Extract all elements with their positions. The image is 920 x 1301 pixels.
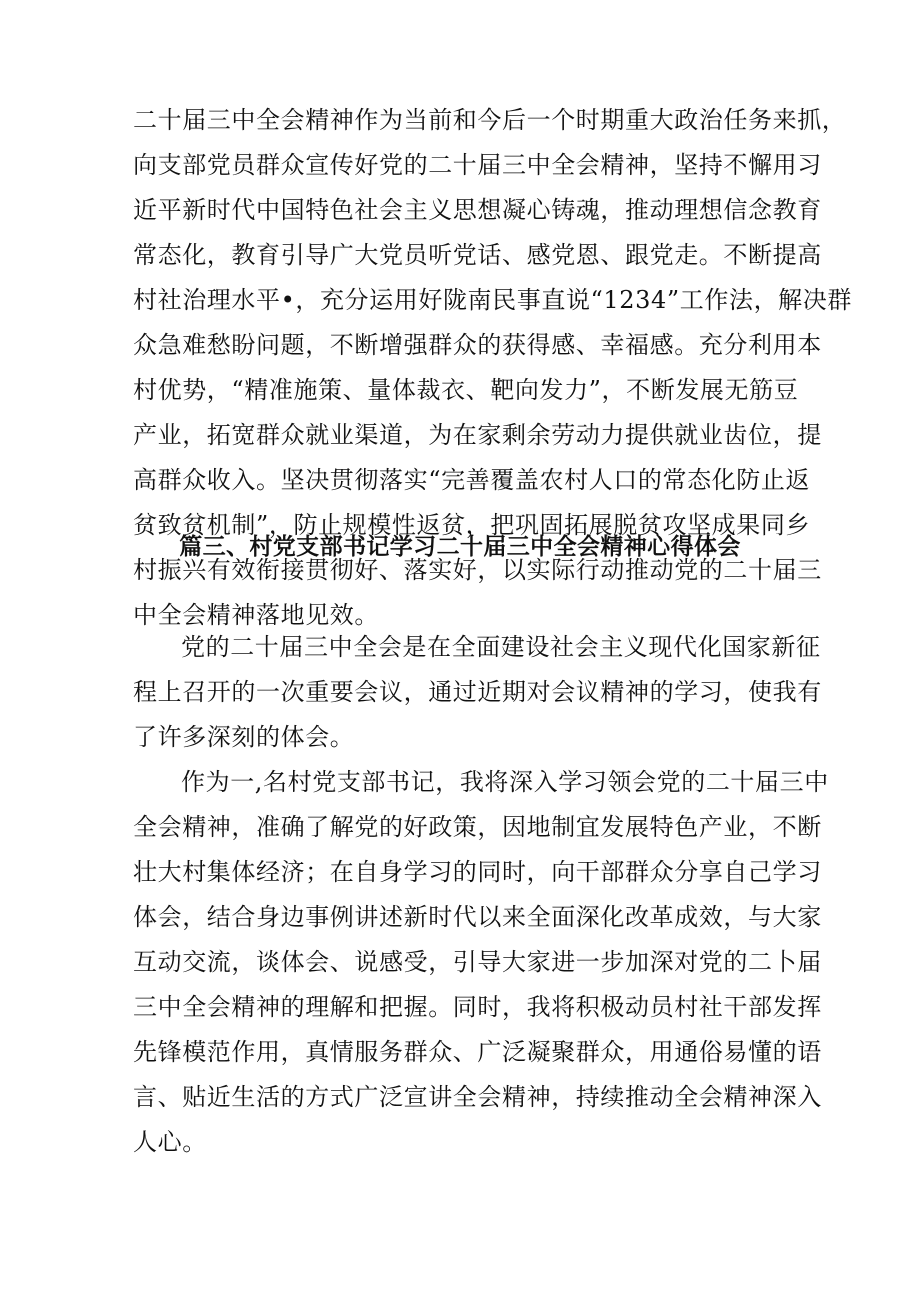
text-line: 中全会精神落地见效。 [133, 601, 379, 629]
text-line: 三中全会精神的理解和把握。同时，我将积极动员村社干部发挥 [133, 993, 822, 1021]
text-line: 先锋模范作用，真情服务群众、广泛凝聚群众，用通俗易懂的语 [133, 1038, 822, 1066]
text-line: 言、贴近生活的方式广泛宣讲全会精神，持续推动全会精神深入 [133, 1083, 822, 1111]
text-line: 村社治理水平•，充分运用好陇南民事直说“1234”工作法，解决群 [133, 286, 852, 314]
text-line: 程上召开的一次重要会议，通过近期对会议精神的学习，使我有 [133, 678, 822, 706]
text-line: 贫致贫机制”，防止规模性返贫，把巩固拓展脱贫攻坚成果同乡 [133, 511, 811, 539]
text-line: 壮大村集体经济；在自身学习的同时，向干部群众分享自己学习 [133, 858, 822, 886]
text-line: 村振兴有效衔接贯彻好、落实好，以实际行动推动党的二十届三 [133, 556, 822, 584]
paragraph-2 [133, 765, 829, 1170]
text-line: 二十届三中全会精神作为当前和今后一个时期重大政治任务来抓， [133, 106, 847, 134]
text-line: 向支部党员群众宣传好党的二十届三中全会精神，坚持不懈用习 [133, 151, 822, 179]
text-line: 高群众收入。坚决贯彻落实“完善覆盖农村人口的常态化防止返 [133, 466, 811, 494]
text-line: 全会精神，准确了解党的好政策，因地制宜发展特色产业，不断 [133, 813, 822, 841]
text-line: 众急难愁盼问题，不断增强群众的获得感、幸福感。充分利用本 [133, 331, 822, 359]
text-line: 近平新时代中国特色社会主义思想凝心铸魂，推动理想信念教育 [133, 196, 822, 224]
text-line: 人心。 [133, 1128, 207, 1156]
text-line: 常态化，教育引导广大党员听党话、感党恩、跟党走。不断提高 [133, 241, 822, 269]
text-line: 了许多深刻的体会。 [133, 723, 355, 751]
text-line: 体会，结合身边事例讲述新时代以来全面深化改革成效，与大家 [133, 903, 822, 931]
section-title: 篇三、村党支部书记学习二十届三中全会精神心得体会 [179, 534, 741, 560]
text-line: 互动交流，谈体会、说感受，引导大家进一步加深对党的二卜届 [133, 948, 822, 976]
text-line: 党的二十届三中全会是在全面建设社会主义现代化国家新征 [181, 633, 821, 661]
text-line: 村优势，“精准施策、量体裁衣、靶向发力”，不断发展无筋豆 [133, 376, 799, 404]
text-line: 作为一,名村党支部书记，我将深入学习领会党的二十届三中 [181, 768, 829, 796]
text-line: 产业，拓宽群众就业渠道，为在家剩余劳动力提供就业齿位，提 [133, 421, 822, 449]
paragraph-1 [133, 630, 822, 765]
